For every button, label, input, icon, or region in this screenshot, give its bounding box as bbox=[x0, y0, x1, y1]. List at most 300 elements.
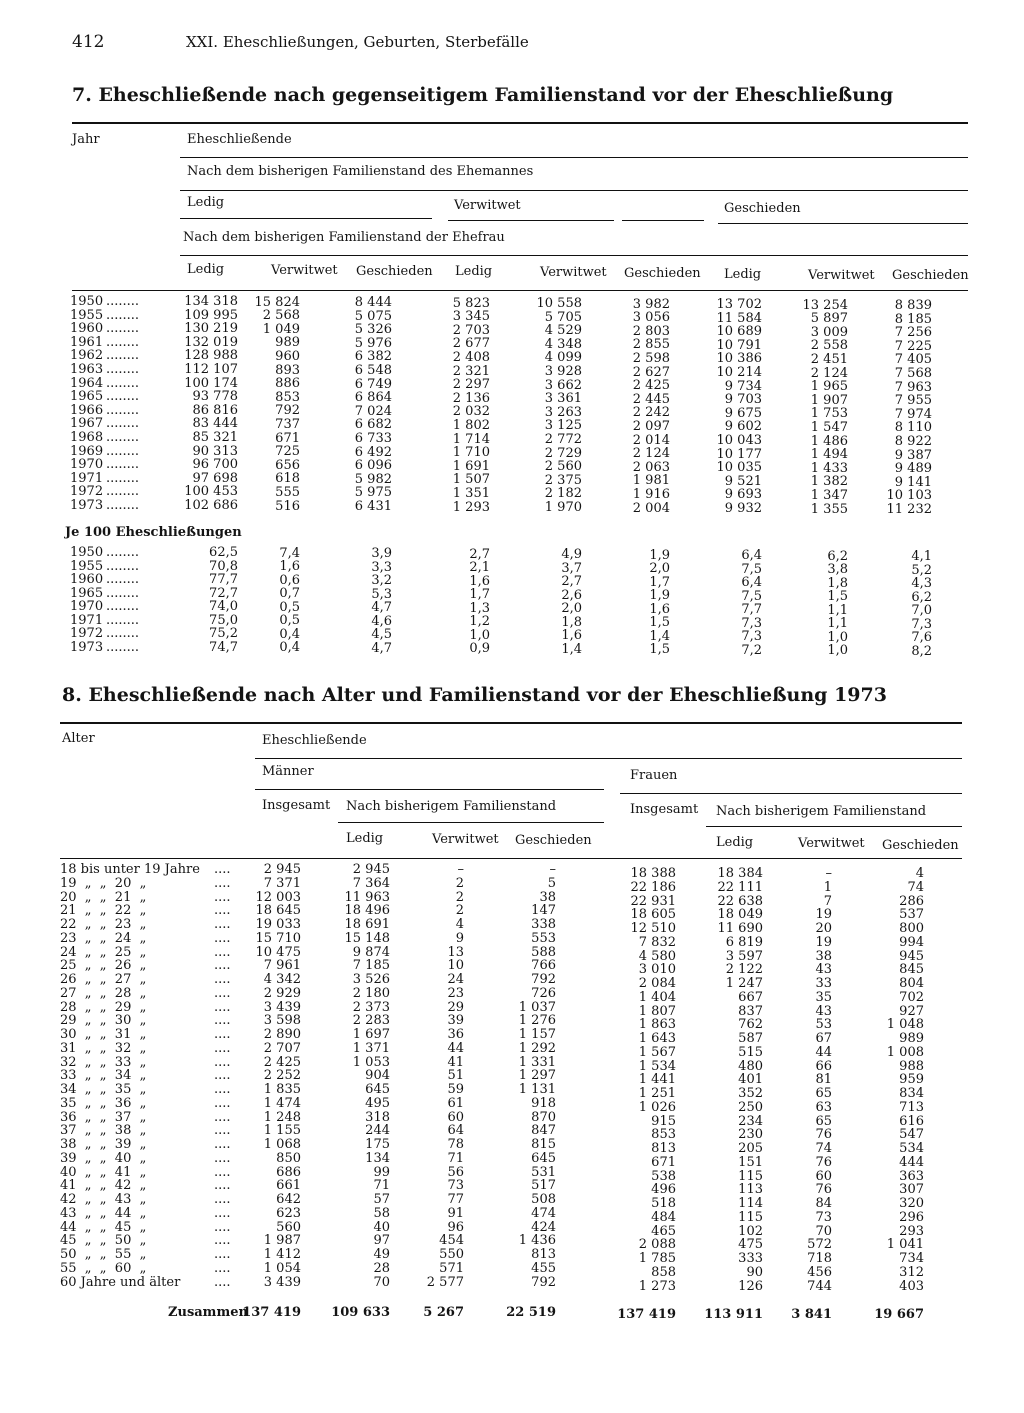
value-cell: 3 439 bbox=[263, 999, 301, 1015]
rule bbox=[180, 190, 968, 191]
value-cell: 572 bbox=[807, 1237, 832, 1253]
table8-title: 8. Eheschließende nach Alter und Familienstand vor der Eheschließung 1973 bbox=[62, 684, 887, 706]
table8-h-ledig-m: Ledig bbox=[346, 831, 384, 846]
year-cell: 1965 bbox=[70, 389, 104, 405]
value-cell: 444 bbox=[899, 1154, 924, 1170]
value-cell: 547 bbox=[899, 1127, 924, 1143]
value-cell: 2 373 bbox=[352, 999, 390, 1015]
value-cell: 7 185 bbox=[352, 958, 390, 974]
value-cell: 2,1 bbox=[469, 560, 490, 575]
rule bbox=[622, 220, 704, 221]
value-cell: 338 bbox=[531, 917, 556, 932]
value-cell: 147 bbox=[531, 903, 556, 919]
table7-h-ledig: Ledig bbox=[187, 195, 225, 210]
value-cell: 3 345 bbox=[452, 309, 490, 325]
page-number: 412 bbox=[72, 32, 105, 52]
table7-subheader: Verwitwet bbox=[271, 263, 338, 278]
value-cell: 352 bbox=[738, 1086, 763, 1101]
value-cell: 9 932 bbox=[724, 501, 762, 516]
value-cell: 3,2 bbox=[371, 573, 392, 588]
year-cell: 1968 bbox=[70, 430, 104, 445]
total-label: Zusammen bbox=[168, 1305, 248, 1320]
value-cell: 1 053 bbox=[352, 1054, 390, 1070]
value-cell: 792 bbox=[531, 1274, 556, 1290]
leader-dots: .... bbox=[214, 999, 231, 1015]
value-cell: 4 529 bbox=[544, 323, 582, 339]
value-cell: 62,5 bbox=[209, 545, 238, 560]
total-cell: 137 419 bbox=[617, 1307, 676, 1322]
value-cell: 424 bbox=[531, 1219, 556, 1235]
value-cell: 74 bbox=[815, 1141, 832, 1156]
value-cell: 10 475 bbox=[255, 944, 301, 960]
value-cell: 3 009 bbox=[810, 324, 848, 340]
value-cell: 555 bbox=[275, 484, 300, 500]
value-cell: 587 bbox=[738, 1031, 763, 1046]
value-cell: 3 982 bbox=[632, 296, 670, 312]
value-cell: 9 675 bbox=[724, 405, 762, 421]
year-cell: 1955 bbox=[70, 307, 104, 323]
value-cell: 10 689 bbox=[716, 324, 762, 340]
value-cell: 2 014 bbox=[632, 432, 670, 448]
table8-h-geschieden-m: Geschieden bbox=[515, 833, 592, 848]
value-cell: 4,6 bbox=[371, 613, 392, 629]
value-cell: 90 bbox=[746, 1264, 763, 1280]
value-cell: 10 386 bbox=[716, 351, 762, 367]
table8-h-geschieden-f: Geschieden bbox=[882, 838, 959, 853]
value-cell: 15 148 bbox=[344, 930, 390, 946]
value-cell: 244 bbox=[365, 1123, 390, 1139]
value-cell: 725 bbox=[275, 444, 300, 460]
age-cell: 42 „ „ 43 „ bbox=[60, 1192, 147, 1207]
year-cell: 1961 bbox=[70, 334, 104, 350]
value-cell: 250 bbox=[738, 1099, 763, 1115]
total-cell: 137 419 bbox=[242, 1305, 301, 1320]
value-cell: 518 bbox=[651, 1196, 676, 1211]
leader-dots: ........ bbox=[106, 294, 140, 309]
value-cell: 1 486 bbox=[810, 433, 848, 449]
value-cell: 70 bbox=[815, 1223, 832, 1239]
table7-subheader: Ledig bbox=[455, 264, 493, 279]
value-cell: 2 408 bbox=[452, 349, 490, 365]
value-cell: 10 043 bbox=[716, 433, 762, 448]
value-cell: 114 bbox=[738, 1196, 763, 1211]
value-cell: 7,4 bbox=[279, 545, 300, 561]
leader-dots: .... bbox=[214, 1274, 231, 1290]
value-cell: 115 bbox=[738, 1209, 763, 1225]
age-cell: 60 Jahre und älter bbox=[60, 1274, 181, 1290]
year-cell: 1970 bbox=[70, 457, 104, 473]
value-cell: 9 703 bbox=[724, 392, 762, 408]
value-cell: 77,7 bbox=[209, 572, 238, 587]
value-cell: 1 802 bbox=[452, 417, 490, 433]
value-cell: 744 bbox=[807, 1278, 832, 1294]
value-cell: 927 bbox=[899, 1003, 924, 1019]
value-cell: 0,6 bbox=[279, 572, 300, 588]
value-cell: 1 691 bbox=[452, 458, 490, 474]
year-cell: 1950 bbox=[70, 294, 104, 309]
value-cell: 6 864 bbox=[354, 390, 392, 406]
value-cell: 22 111 bbox=[717, 879, 763, 895]
value-cell: 645 bbox=[365, 1082, 390, 1097]
value-cell: 4 342 bbox=[263, 972, 301, 987]
value-cell: 76 bbox=[815, 1182, 832, 1198]
value-cell: 989 bbox=[899, 1031, 924, 1046]
value-cell: 15 824 bbox=[254, 294, 300, 310]
year-cell: 1960 bbox=[70, 321, 104, 337]
value-cell: 44 bbox=[447, 1040, 464, 1056]
value-cell: 1 785 bbox=[638, 1251, 676, 1266]
value-cell: 7,3 bbox=[741, 615, 762, 631]
age-cell: 27 „ „ 28 „ bbox=[60, 985, 147, 1001]
value-cell: 58 bbox=[373, 1205, 390, 1221]
value-cell: 553 bbox=[531, 930, 556, 946]
value-cell: 7 974 bbox=[894, 406, 932, 422]
value-cell: 18 388 bbox=[630, 866, 676, 881]
value-cell: 0,5 bbox=[279, 613, 300, 628]
value-cell: 804 bbox=[899, 976, 924, 991]
leader-dots: .... bbox=[214, 862, 231, 877]
value-cell: 51 bbox=[447, 1068, 464, 1084]
value-cell: 3,7 bbox=[561, 560, 582, 576]
leader-dots: .... bbox=[214, 917, 231, 932]
age-cell: 33 „ „ 34 „ bbox=[60, 1068, 147, 1084]
value-cell: 10 791 bbox=[716, 337, 762, 353]
value-cell: 623 bbox=[276, 1205, 301, 1221]
value-cell: 1 753 bbox=[810, 406, 848, 422]
leader-dots: .... bbox=[214, 944, 231, 960]
value-cell: 43 bbox=[815, 962, 832, 978]
leader-dots: ........ bbox=[106, 498, 140, 513]
value-cell: 1,9 bbox=[649, 547, 670, 563]
value-cell: 36 bbox=[447, 1027, 464, 1042]
value-cell: 7 405 bbox=[894, 352, 932, 368]
value-cell: 10 558 bbox=[536, 296, 582, 311]
value-cell: 86 816 bbox=[192, 402, 238, 418]
value-cell: 2 627 bbox=[632, 364, 670, 380]
leader-dots: .... bbox=[214, 985, 231, 1001]
leader-dots: ........ bbox=[106, 375, 140, 391]
value-cell: 813 bbox=[651, 1141, 676, 1156]
leader-dots: ........ bbox=[106, 585, 140, 601]
value-cell: 1 355 bbox=[810, 501, 848, 517]
table8-h-maenner: Männer bbox=[262, 764, 314, 779]
value-cell: 456 bbox=[807, 1264, 832, 1280]
value-cell: – bbox=[825, 866, 832, 881]
value-cell: 2 890 bbox=[263, 1027, 301, 1042]
value-cell: 1,6 bbox=[469, 573, 490, 589]
value-cell: 5 982 bbox=[354, 471, 392, 487]
value-cell: 734 bbox=[899, 1251, 924, 1266]
leader-dots: ........ bbox=[106, 457, 140, 473]
rule bbox=[72, 290, 968, 291]
value-cell: 100 453 bbox=[184, 484, 238, 500]
leader-dots: ........ bbox=[106, 430, 140, 445]
value-cell: 363 bbox=[899, 1168, 924, 1184]
value-cell: 59 bbox=[447, 1082, 464, 1097]
value-cell: 7 bbox=[823, 893, 832, 909]
leader-dots: .... bbox=[214, 1233, 231, 1249]
value-cell: 8 922 bbox=[894, 434, 932, 449]
table8-h-eheschliessende: Eheschließende bbox=[262, 733, 367, 748]
value-cell: 994 bbox=[899, 934, 924, 950]
value-cell: 2 124 bbox=[632, 446, 670, 462]
value-cell: 72,7 bbox=[209, 585, 238, 601]
value-cell: 1 331 bbox=[518, 1054, 556, 1070]
age-cell: 39 „ „ 40 „ bbox=[60, 1150, 147, 1166]
value-cell: 7,5 bbox=[741, 561, 762, 577]
value-cell: 7 568 bbox=[894, 366, 932, 381]
value-cell: 7 832 bbox=[638, 934, 676, 950]
table8-h-ledig-f: Ledig bbox=[716, 835, 754, 850]
value-cell: 1,4 bbox=[561, 641, 582, 657]
value-cell: 2 929 bbox=[263, 985, 301, 1001]
rule bbox=[448, 220, 614, 221]
value-cell: 23 bbox=[447, 985, 464, 1001]
value-cell: 2 375 bbox=[544, 472, 582, 488]
value-cell: 286 bbox=[899, 893, 924, 909]
value-cell: 2 855 bbox=[632, 337, 670, 353]
value-cell: 1 382 bbox=[810, 474, 848, 490]
value-cell: 9 874 bbox=[352, 944, 390, 960]
year-cell: 1972 bbox=[70, 484, 104, 500]
age-cell: 36 „ „ 37 „ bbox=[60, 1109, 147, 1125]
table7-subheader: Verwitwet bbox=[540, 265, 607, 280]
value-cell: 1 507 bbox=[452, 472, 490, 488]
value-cell: 1 643 bbox=[638, 1031, 676, 1046]
value-cell: 7,2 bbox=[741, 642, 762, 658]
total-cell: 109 633 bbox=[331, 1305, 390, 1320]
value-cell: 5 326 bbox=[354, 322, 392, 338]
value-cell: 65 bbox=[815, 1113, 832, 1129]
value-cell: 4,5 bbox=[371, 627, 392, 642]
value-cell: 792 bbox=[531, 972, 556, 987]
value-cell: 480 bbox=[738, 1058, 763, 1074]
value-cell: 5 bbox=[547, 875, 556, 891]
value-cell: 1,4 bbox=[649, 628, 670, 644]
value-cell: 2 945 bbox=[263, 862, 301, 877]
value-cell: 4,1 bbox=[911, 549, 932, 564]
value-cell: 3 361 bbox=[544, 391, 582, 407]
value-cell: 2,0 bbox=[649, 561, 670, 576]
age-cell: 55 „ „ 60 „ bbox=[60, 1260, 147, 1276]
leader-dots: ........ bbox=[106, 402, 140, 418]
value-cell: 3,8 bbox=[827, 562, 848, 577]
leader-dots: .... bbox=[214, 1082, 231, 1097]
value-cell: 517 bbox=[531, 1178, 556, 1194]
value-cell: 7 225 bbox=[894, 338, 932, 354]
leader-dots: .... bbox=[214, 1192, 231, 1207]
value-cell: 2 bbox=[455, 903, 464, 919]
age-cell: 30 „ „ 31 „ bbox=[60, 1027, 147, 1042]
value-cell: 726 bbox=[531, 985, 556, 1001]
value-cell: 713 bbox=[899, 1099, 924, 1115]
value-cell: 76 bbox=[815, 1154, 832, 1170]
age-cell: 28 „ „ 29 „ bbox=[60, 999, 147, 1015]
value-cell: 571 bbox=[439, 1260, 464, 1276]
value-cell: 74 bbox=[907, 879, 924, 895]
value-cell: 9 602 bbox=[724, 419, 762, 435]
rule bbox=[255, 789, 604, 790]
leader-dots: .... bbox=[214, 1068, 231, 1084]
value-cell: 904 bbox=[365, 1068, 390, 1084]
year-cell: 1966 bbox=[70, 402, 104, 418]
value-cell: 134 318 bbox=[184, 294, 238, 309]
value-cell: 858 bbox=[651, 1264, 676, 1280]
value-cell: 2 283 bbox=[352, 1013, 390, 1029]
total-cell: 3 841 bbox=[791, 1307, 832, 1322]
value-cell: 81 bbox=[815, 1072, 832, 1088]
leader-dots: .... bbox=[214, 1260, 231, 1276]
value-cell: 1 567 bbox=[638, 1044, 676, 1060]
leader-dots: ........ bbox=[106, 362, 140, 377]
age-cell: 26 „ „ 27 „ bbox=[60, 972, 147, 987]
value-cell: 853 bbox=[275, 389, 300, 405]
age-cell: 18 bis unter 19 Jahre bbox=[60, 862, 200, 877]
value-cell: 1 049 bbox=[262, 321, 300, 337]
value-cell: 3 010 bbox=[638, 962, 676, 978]
value-cell: 6 492 bbox=[354, 444, 392, 460]
value-cell: 113 bbox=[738, 1182, 763, 1198]
value-cell: 13 254 bbox=[802, 297, 848, 313]
value-cell: 10 bbox=[447, 958, 464, 974]
value-cell: 1,6 bbox=[649, 601, 670, 617]
value-cell: 550 bbox=[439, 1247, 464, 1262]
value-cell: 96 bbox=[447, 1219, 464, 1235]
value-cell: 2 032 bbox=[452, 404, 490, 420]
value-cell: 43 bbox=[815, 1003, 832, 1019]
year-cell: 1970 bbox=[70, 599, 104, 614]
value-cell: 100 174 bbox=[184, 375, 238, 391]
value-cell: 49 bbox=[373, 1247, 390, 1262]
value-cell: 3 928 bbox=[544, 364, 582, 379]
value-cell: 2 577 bbox=[426, 1274, 464, 1290]
table8-h-verwitwet-f: Verwitwet bbox=[798, 836, 865, 851]
value-cell: 67 bbox=[815, 1031, 832, 1046]
value-cell: 6 682 bbox=[354, 417, 392, 433]
leader-dots: .... bbox=[214, 1164, 231, 1180]
value-cell: 1 714 bbox=[452, 431, 490, 447]
value-cell: 8 185 bbox=[894, 311, 932, 327]
value-cell: 959 bbox=[899, 1072, 924, 1088]
value-cell: 1,0 bbox=[827, 643, 848, 658]
value-cell: 102 686 bbox=[184, 498, 238, 513]
value-cell: 2 004 bbox=[632, 500, 670, 516]
value-cell: 454 bbox=[439, 1233, 464, 1249]
value-cell: 6,2 bbox=[911, 589, 932, 605]
value-cell: 1 970 bbox=[544, 500, 582, 515]
leader-dots: .... bbox=[214, 875, 231, 891]
value-cell: 3 263 bbox=[544, 404, 582, 420]
value-cell: 115 bbox=[738, 1168, 763, 1184]
value-cell: 44 bbox=[815, 1044, 832, 1060]
value-cell: 18 384 bbox=[717, 866, 763, 881]
value-cell: 2 598 bbox=[632, 350, 670, 366]
value-cell: 2 242 bbox=[632, 405, 670, 421]
leader-dots: .... bbox=[214, 1109, 231, 1125]
leader-dots: .... bbox=[214, 1040, 231, 1056]
value-cell: 1 710 bbox=[452, 445, 490, 461]
leader-dots: ........ bbox=[106, 334, 140, 350]
value-cell: 4,7 bbox=[371, 600, 392, 615]
value-cell: 91 bbox=[447, 1205, 464, 1221]
age-cell: 45 „ „ 50 „ bbox=[60, 1233, 147, 1249]
year-cell: 1973 bbox=[70, 498, 104, 513]
value-cell: 66 bbox=[815, 1058, 832, 1074]
leader-dots: .... bbox=[214, 958, 231, 974]
value-cell: 2 558 bbox=[810, 338, 848, 354]
value-cell: 7 961 bbox=[263, 958, 301, 974]
value-cell: 2 451 bbox=[810, 351, 848, 367]
table7-subheader: Ledig bbox=[187, 262, 225, 277]
value-cell: 1 534 bbox=[638, 1058, 676, 1074]
value-cell: 834 bbox=[899, 1086, 924, 1101]
value-cell: 2,7 bbox=[469, 546, 490, 562]
age-cell: 20 „ „ 21 „ bbox=[60, 889, 147, 905]
value-cell: 702 bbox=[899, 989, 924, 1005]
year-cell: 1962 bbox=[70, 348, 104, 364]
value-cell: 230 bbox=[738, 1127, 763, 1143]
value-cell: 4 bbox=[455, 917, 464, 932]
value-cell: 9 387 bbox=[894, 447, 932, 463]
value-cell: 1 248 bbox=[263, 1109, 301, 1125]
value-cell: 815 bbox=[531, 1137, 556, 1152]
leader-dots: ........ bbox=[106, 558, 140, 574]
value-cell: 718 bbox=[807, 1251, 832, 1266]
value-cell: 455 bbox=[531, 1260, 556, 1276]
table8-h-nach-f: Nach bisherigem Familienstand bbox=[716, 804, 927, 819]
value-cell: 1 494 bbox=[810, 447, 848, 463]
value-cell: 9 734 bbox=[724, 378, 762, 394]
rule bbox=[255, 758, 962, 759]
value-cell: 3 662 bbox=[544, 377, 582, 393]
table8-h-nach-m: Nach bisherigem Familienstand bbox=[346, 799, 557, 814]
value-cell: 12 003 bbox=[255, 889, 301, 905]
value-cell: 2 124 bbox=[810, 365, 848, 381]
value-cell: 686 bbox=[276, 1164, 301, 1180]
value-cell: 3 598 bbox=[263, 1013, 301, 1029]
value-cell: 3 125 bbox=[544, 418, 582, 434]
total-cell: 113 911 bbox=[704, 1307, 763, 1322]
year-cell: 1955 bbox=[70, 558, 104, 574]
value-cell: 0,4 bbox=[279, 640, 300, 655]
table7-subheader: Geschieden bbox=[624, 266, 701, 281]
value-cell: 7,3 bbox=[741, 629, 762, 644]
leader-dots: .... bbox=[214, 1123, 231, 1139]
year-cell: 1972 bbox=[70, 626, 104, 641]
value-cell: 484 bbox=[651, 1209, 676, 1225]
value-cell: 1 916 bbox=[632, 486, 670, 502]
value-cell: 2 445 bbox=[632, 391, 670, 407]
value-cell: 671 bbox=[275, 430, 300, 446]
value-cell: 915 bbox=[651, 1113, 676, 1129]
value-cell: 870 bbox=[531, 1109, 556, 1125]
value-cell: 97 bbox=[373, 1233, 390, 1249]
leader-dots: ........ bbox=[106, 443, 140, 459]
table7-subheader: Geschieden bbox=[356, 264, 433, 279]
value-cell: 2 945 bbox=[352, 862, 390, 877]
value-cell: 1 bbox=[823, 879, 832, 895]
value-cell: 2 560 bbox=[544, 459, 582, 475]
value-cell: 24 bbox=[447, 972, 464, 987]
value-cell: 6 749 bbox=[354, 376, 392, 392]
value-cell: 5 705 bbox=[544, 309, 582, 325]
value-cell: 762 bbox=[738, 1017, 763, 1033]
value-cell: 7 256 bbox=[894, 325, 932, 341]
age-cell: 22 „ „ 23 „ bbox=[60, 917, 147, 932]
value-cell: 403 bbox=[899, 1278, 924, 1294]
age-cell: 21 „ „ 22 „ bbox=[60, 903, 147, 919]
value-cell: 847 bbox=[531, 1123, 556, 1139]
